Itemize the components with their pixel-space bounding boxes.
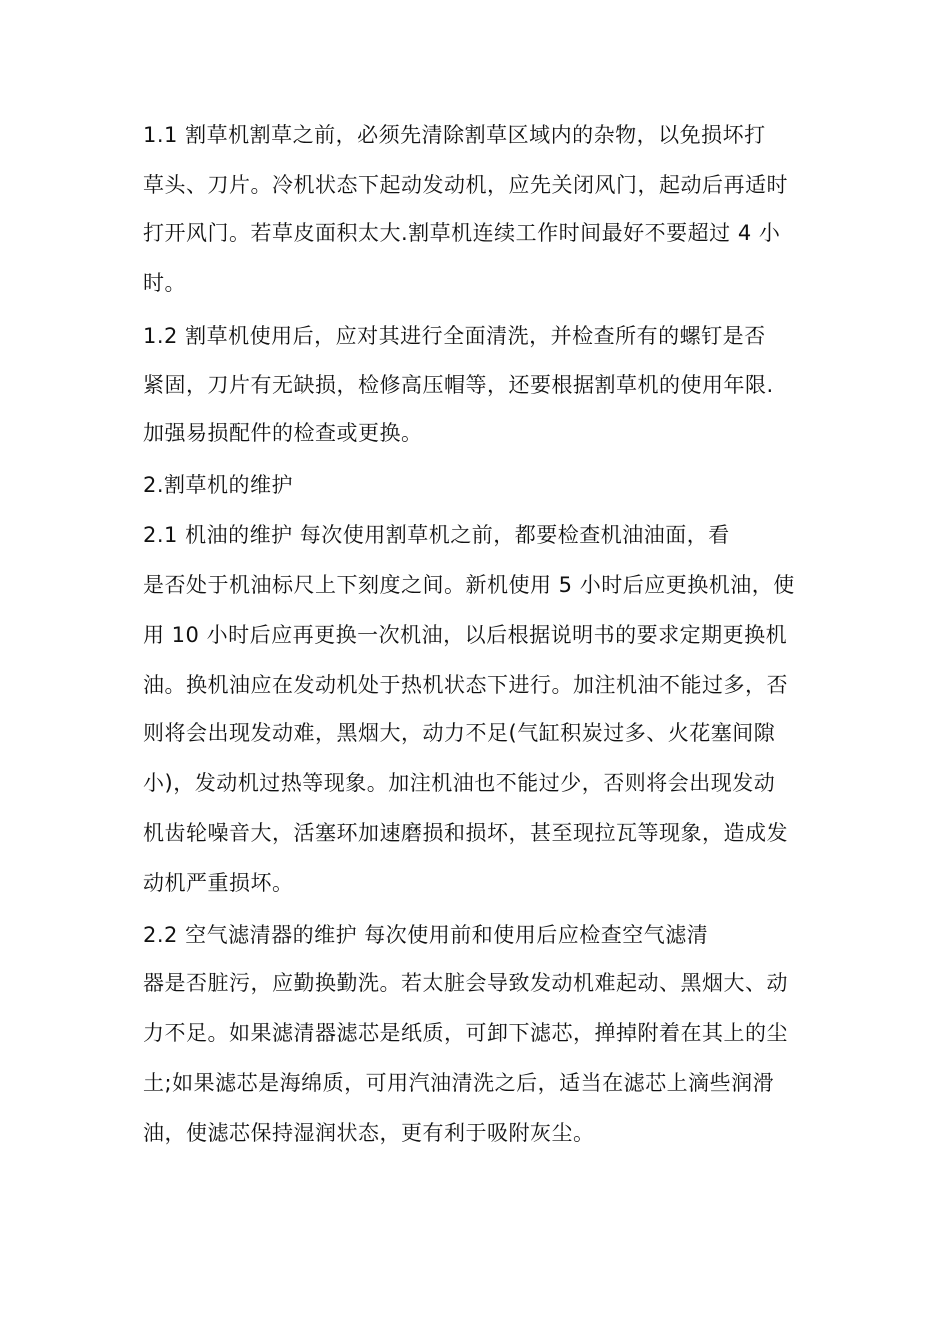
text-line: 紧固，刀片有无缺损，检修高压帽等，还要根据割草机的使用年限. xyxy=(143,373,774,397)
text-line: 2.1 机油的维护 每次使用割草机之前，都要检查机油油面，看 xyxy=(143,523,730,547)
text-line: 1.2 割草机使用后，应对其进行全面清洗，并检查所有的螺钉是否 xyxy=(143,324,766,348)
text-line: 用 10 小时后应再更换一次机油，以后根据说明书的要求定期更换机 xyxy=(143,623,788,647)
text-line: 是否处于机油标尺上下刻度之间。新机使用 5 小时后应更换机油，使 xyxy=(143,573,795,597)
text-line: 力不足。如果滤清器滤芯是纸质，可卸下滤芯，掸掉附着在其上的尘 xyxy=(143,1021,788,1045)
text-line: 油。换机油应在发动机处于热机状态下进行。加注机油不能过多，否 xyxy=(143,673,788,697)
text-line: 2.2 空气滤清器的维护 每次使用前和使用后应检查空气滤清 xyxy=(143,923,709,947)
section-heading: 2.割草机的维护 xyxy=(143,473,294,497)
text-line: 器是否脏污，应勤换勤洗。若太脏会导致发动机难起动、黑烟大、动 xyxy=(143,971,788,995)
text-line: 机齿轮噪音大，活塞环加速磨损和损坏，甚至现拉瓦等现象，造成发 xyxy=(143,821,788,845)
text-line: 则将会出现发动难，黑烟大，动力不足(气缸积炭过多、火花塞间隙 xyxy=(143,721,776,745)
text-line: 时。 xyxy=(143,271,186,295)
text-line: 打开风门。若草皮面积太大.割草机连续工作时间最好不要超过 4 小 xyxy=(143,221,781,245)
text-line: 油，使滤芯保持湿润状态，更有利于吸附灰尘。 xyxy=(143,1121,595,1145)
text-line: 草头、刀片。冷机状态下起动发动机，应先关闭风门，起动后再适时 xyxy=(143,173,788,197)
text-line: 加强易损配件的检查或更换。 xyxy=(143,421,423,445)
text-line: 1.1 割草机割草之前，必须先清除割草区域内的杂物，以免损坏打 xyxy=(143,123,766,147)
text-line: 土;如果滤芯是海绵质，可用汽油清洗之后，适当在滤芯上滴些润滑 xyxy=(143,1071,775,1095)
text-line: 小)，发动机过热等现象。加注机油也不能过少，否则将会出现发动 xyxy=(143,771,776,795)
text-line: 动机严重损坏。 xyxy=(143,871,294,895)
